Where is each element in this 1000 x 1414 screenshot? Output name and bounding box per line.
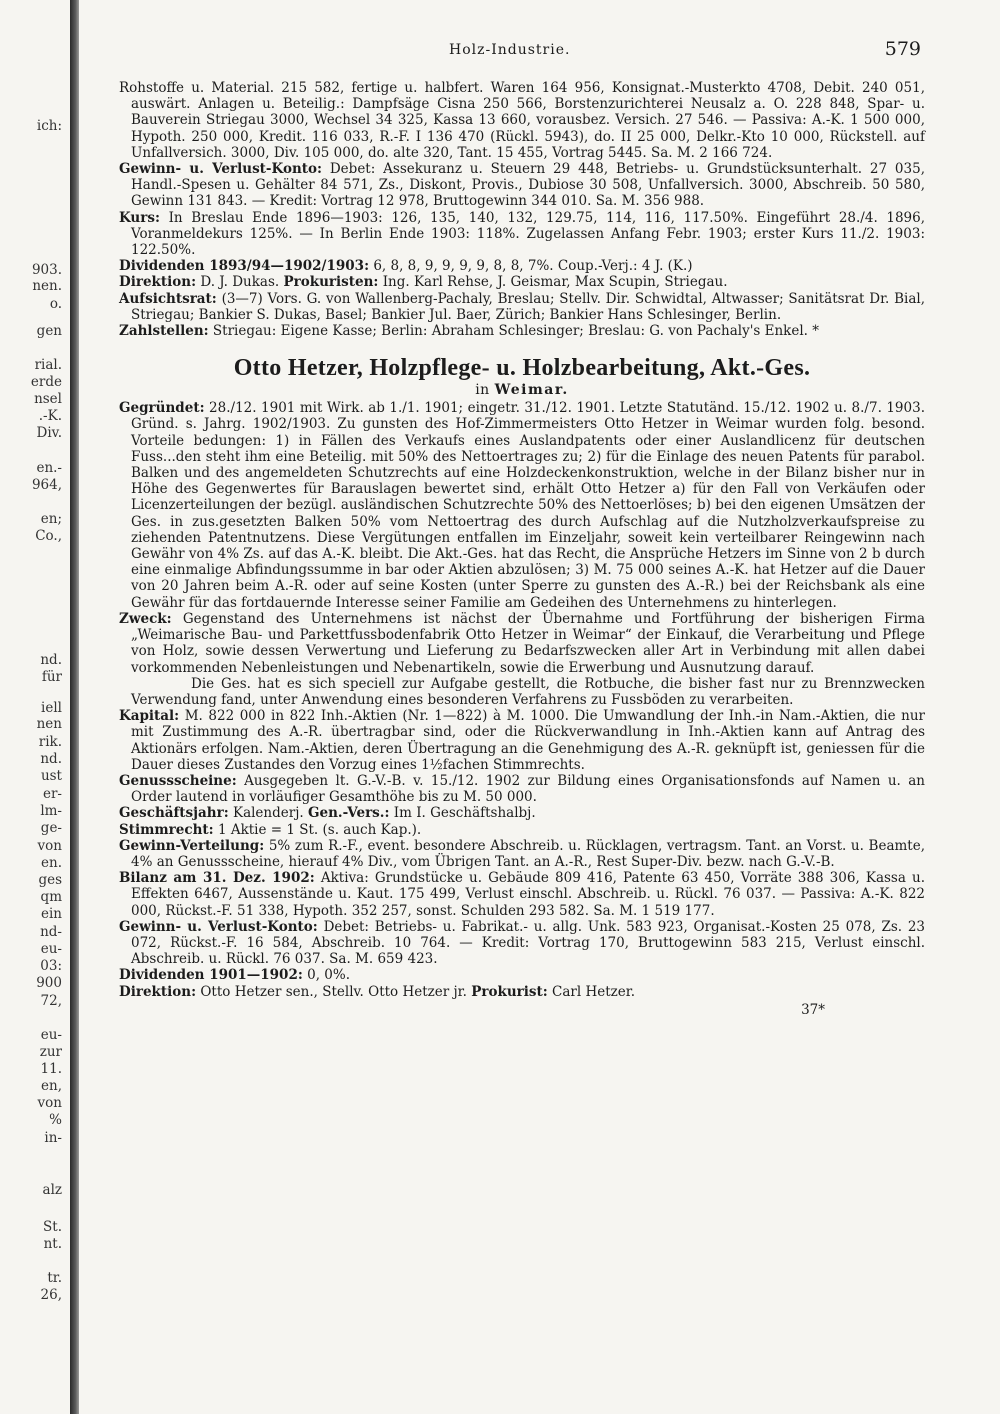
entry-label: Zahlstellen: xyxy=(119,323,209,340)
entry-text: 5% zum R.-F., event. besondere Abschreib. u. Rücklagen, vertragsm. Tant. an Vorst. u. Beamte, 4% an Genussscheine, hierauf 4% Div., vom Übrigen Tant. an A.-R., Rest Super-Div. bezw. nach G.-V.-B. xyxy=(131,837,925,870)
entry-text: 0, 0%. xyxy=(307,967,351,984)
margin-fragment: für xyxy=(41,669,62,685)
margin-fragment: nen. xyxy=(32,278,62,294)
entry-text: (3—7) Vors. G. von Wallenberg-Pachaly, Breslau; Stellv. Dir. Schwidtal, Altwasser; Sanitätsrat Dr. Bial, Striegau; Bankier S. Dukas, Basel; Bankier Jul. Baer, Zürich; Bankier Hans Schlesinger, Berlin. xyxy=(131,290,925,323)
margin-fragment: rial. xyxy=(34,357,62,373)
entry-label: Gewinn-Verteilung: xyxy=(119,837,265,854)
entry-text: Rohstoffe u. Material. 215 582, fertige u. halbfert. Waren 164 956, Konsignat.-Musterkto 4708, Debit. 240 051, auswärt. Anlagen u. Beteilig.: Dampfsäge Cisna 250 566, Borstenzurichterei Neusalz a. O. 228 848, Spar- u. Bauverein Striegau 3000, Wechsel 34 325, Kassa 13 660, vorausbez. Versich. 27 546. — Passiva: A.-K. 1 500 000, Hypoth. 250 000, Kredit. 116 033, R.-F. I 136 470 (Rückl. 5943), do. II 25 000, Delkr.-Kto 10 000, Rückstell. auf Unfallversich. 3000, Div. 105 000, do. alte 320, Tant. 15 455, Vortrag 5445. Sa. M. 2 166 724. xyxy=(119,80,925,161)
book-binding-edge xyxy=(70,0,79,1414)
entry-label: Geschäftsjahr: xyxy=(119,805,229,822)
location-prefix: in xyxy=(475,382,490,399)
margin-fragment: lm- xyxy=(40,803,62,819)
margin-fragment: .-K. xyxy=(38,408,62,424)
entry-text: Aktiva: Grundstücke u. Gebäude 809 416, Patente 63 450, Vorräte 388 306, Kassa u. Effekten 6467, Aussenstände u. Kaut. 175 499, Verlust einschl. Abschreib. u. Rückl. 76 037. — Passiva: A.-K. 822 000, Rückst.-F. 51 338, Hypoth. 352 257, sonst. Schulden 293 582. Sa. M. 1 519 177. xyxy=(131,870,925,919)
geschaeftsjahr-entry xyxy=(119,805,925,822)
margin-fragment: von xyxy=(37,838,62,854)
margin-fragment: St. xyxy=(43,1219,62,1235)
previous-balance-continuation xyxy=(119,80,925,161)
entry-text-secondary: Im I. Geschäftshalbj. xyxy=(393,805,536,822)
margin-fragment: ges xyxy=(38,872,62,888)
facing-page-margin-fragments xyxy=(0,0,66,1414)
margin-fragment: eu- xyxy=(40,941,62,957)
margin-fragment: nen xyxy=(36,716,62,732)
company-title: Otto Hetzer, Holzpflege- u. Holzbearbeitung, Akt.-Ges. xyxy=(233,355,811,382)
entry-text: M. 822 000 in 822 Inh.-Aktien (Nr. 1—822) à M. 1000. Die Umwandlung der Inh.-in Nam.-Aktien, die nur mit Zustimmung des A.-R. übertragbar sind, oder die Rückverwandlung in Inh.-Aktien kann auf Antrag des Aktionärs erfolgen. Nam.-Aktien, deren Übertragung an die Genehmigung des A.-R. geknüpft ist, geniessen für die Dauer dieses Zustandes den Vorzug eines 1½fachen Stimmrechts. xyxy=(131,708,925,773)
margin-fragment: 72, xyxy=(40,993,62,1009)
margin-fragment: iell xyxy=(41,700,62,716)
entry-text: Kalenderj. xyxy=(232,805,304,822)
margin-fragment: in- xyxy=(44,1130,62,1146)
entry-text: Ausgegeben lt. G.-V.-B. v. 15./12. 1902 zur Bildung eines Organisationsfonds auf Namen u. an Order lautend in vorläufiger Gesamthöhe bis zu M. 50 000. xyxy=(131,772,926,806)
entry-label: Genussscheine: xyxy=(119,772,237,789)
bilanz-entry xyxy=(119,870,925,919)
margin-fragment: 26, xyxy=(40,1287,62,1303)
entry-label: Zweck: xyxy=(119,610,172,627)
gewinn-verteilung-entry xyxy=(119,837,925,870)
stimmrecht-entry xyxy=(119,821,925,838)
entry-label: Direktion: xyxy=(119,274,197,291)
margin-fragment: ein xyxy=(40,906,62,922)
running-head-title: Holz-Industrie. xyxy=(449,42,571,58)
entry-text: Debet: Assekuranz u. Steuern 29 448, Betriebs- u. Grundstücksunterhalt. 27 035, Handl.-Spesen u. Gehälter 84 571, Zs., Diskont, Provis., Dubiose 30 508, Unfallversich. 3000, Abschreib. 50 580, Gewinn 131 843. — Kredit: Vortrag 12 978, Bruttogewinn 344 010. Sa. M. 356 988. xyxy=(131,161,925,210)
margin-fragment: Co., xyxy=(35,528,62,544)
entry-label: Direktion: xyxy=(119,983,197,1000)
margin-fragment: er- xyxy=(42,786,62,802)
entry-label: Gewinn- u. Verlust-Konto: xyxy=(119,918,318,935)
margin-fragment: erde xyxy=(30,374,62,390)
entry-text: Debet: Betriebs- u. Fabrikat.- u. allg. Unk. 583 923, Organisat.-Kosten 25 078, Zs. 23 072, Rückst.-F. 16 584, Abschreib. 10 764. — Kredit: Vortrag 170, Bruttogewinn 583 215, Verlust einschl. Abschreib. u. Rückl. 76 037. Sa. M. 659 423. xyxy=(131,918,925,968)
margin-fragment: zur xyxy=(39,1044,62,1060)
margin-fragment: o. xyxy=(49,296,62,312)
page-number: 579 xyxy=(884,38,921,60)
entry-label-secondary: Prokuristen: xyxy=(283,274,379,291)
margin-fragment: % xyxy=(49,1112,62,1128)
dividenden-entry xyxy=(119,967,925,984)
printer-signature: 37* xyxy=(801,1001,825,1018)
entry-text-continued: Die Ges. hat es sich speciell zur Aufgabe gestellt, die Rotbuche, die bisher fast nur zu Brennzwecken Verwendung fand, unter Anwendung eines besonderen Verfahrens zu Fussböden zu verarbeiten. xyxy=(131,675,925,708)
margin-fragment: ust xyxy=(40,768,62,784)
previous-profit-loss-entry xyxy=(119,161,925,210)
entry-label-secondary: Prokurist: xyxy=(471,983,548,1000)
margin-fragment: nd. xyxy=(40,751,62,767)
margin-fragment: 11. xyxy=(40,1061,62,1077)
entry-label: Stimmrecht: xyxy=(119,821,214,838)
entry-text: In Breslau Ende 1896—1903: 126, 135, 140, 132, 129.75, 114, 116, 117.50%. Eingeführt 28./4. 1896, Voranmeldekurs 125%. — In Berlin Ende 1903: 118%. Zugelassen Anfang Febr. 1903; erster Kurs 11./2. 1903: 122.50%. xyxy=(131,209,925,259)
entry-text-secondary: Ing. Karl Rehse, J. Geismar, Max Scupin, Striegau. xyxy=(382,274,728,291)
margin-fragment: nd- xyxy=(40,924,62,940)
entry-label: Dividenden 1893/94—1902/1903: xyxy=(119,258,370,275)
company-location xyxy=(119,382,925,398)
entry-label: Gegründet: xyxy=(119,400,205,417)
margin-fragment: 903. xyxy=(31,262,62,278)
margin-fragment: eu- xyxy=(40,1027,62,1043)
entry-label: Dividenden 1901—1902: xyxy=(119,967,303,984)
entry-text: Striegau: Eigene Kasse; Berlin: Abraham Schlesinger; Breslau: G. von Pachaly's Enkel. * xyxy=(212,323,820,340)
margin-fragment: nsel xyxy=(34,391,62,407)
previous-dividends-entry xyxy=(119,258,925,275)
margin-fragment: von xyxy=(37,1095,62,1111)
location-city: Weimar. xyxy=(494,382,569,399)
gewinn-verlust-konto-entry xyxy=(119,918,925,968)
margin-fragment: en.- xyxy=(36,460,62,476)
entry-text: 1 Aktie = 1 St. (s. auch Kap.). xyxy=(217,821,422,838)
previous-company-section xyxy=(119,80,925,339)
kapital-entry xyxy=(119,708,925,773)
direktion-entry xyxy=(119,983,925,1000)
margin-fragment: Div. xyxy=(36,425,62,441)
margin-fragment: nd. xyxy=(40,652,62,668)
entry-text: 28./12. 1901 mit Wirk. ab 1./1. 1901; eingetr. 31./12. 1901. Letzte Statutänd. 15./12. 1902 u. 8./7. 1903. Gründ. s. Jahrg. 1902/1903. Zu gunsten des Hof-Zimmermeisters Otto Hetzer in Weimar wurden folg. besond. Vorteile bedungen: 1) in Fällen des Verkaufs eines Auslandpatents oder einer Auslandlicenz für deutschen Fuss...den steht ihm eine Beteilig. mit 50% des Nettoertrages zu; 2) für die Einlage des neuen Patents für parabol. Balken und des angemeldeten Schutzrechts auf eine Holzdeckenkonstruktion, welche in der Bilanz bisher nur in Höhe des Gegenwertes für Barauslagen bewertet sind, erhält Otto Hetzer a) für den Fall von Verkäufen oder Licenzerteilungen der bezügl. ausländischen Schutzrechte 50% des Nettoerlöses; b) bei den eigenen Umsätzen der Ges. in zus.gesetzten Balken 50% vom Nettoertrag des durch Aufschlag auf die Nutzholzverkaufspreise zu ziehenden Patentnutzens. Diese Vergütungen entfallen im Einzeljahr, soweit kein verteilbarer Reingewinn nach Gewähr von 4% Zs. auf das A.-K. bleibt. Die Akt.-Ges. hat das Recht, die Ansprüche Hetzers im Sinne von 2 b durch eine einmalige Abfindungssumme in bar oder Aktien abzulösen; 3) M. 75 000 seines A.-K. hat Hetzer auf die Dauer von 20 Jahren beim A.-R. oder auf seine Kosten (unter Sperre zu gunsten des A.-R.) bei der Reichsbank als eine Gewähr für das fortdauernde Interesse seiner Familie am Gedeihen des Unternehmens zu hinterlegen. xyxy=(131,400,925,611)
margin-fragment: 900 xyxy=(36,975,62,991)
entry-text: 6, 8, 8, 9, 9, 9, 9, 8, 8, 7%. Coup.-Verj.: 4 J. (K.) xyxy=(373,258,693,275)
company-section xyxy=(119,400,925,1000)
entry-label-secondary: Gen.-Vers.: xyxy=(307,805,390,822)
running-head xyxy=(119,38,925,66)
gegruendet-entry xyxy=(119,400,925,611)
entry-text: Otto Hetzer sen., Stellv. Otto Hetzer jr. xyxy=(200,983,467,1000)
margin-fragment: alz xyxy=(42,1182,62,1198)
margin-fragment: en, xyxy=(41,1078,62,1094)
margin-fragment: ich: xyxy=(36,118,62,134)
entry-label: Kurs: xyxy=(119,209,160,226)
margin-fragment: gen xyxy=(36,323,62,339)
page-content xyxy=(119,38,925,1018)
entry-text-secondary: Carl Hetzer. xyxy=(552,983,636,1000)
entry-label: Kapital: xyxy=(119,708,180,725)
margin-fragment: tr. xyxy=(47,1270,62,1286)
margin-fragment: ge- xyxy=(40,820,62,836)
entry-text: Gegenstand des Unternehmens ist nächst der Übernahme und Fortführung der bisherigen Firma „Weimarische Bau- und Parkettfussbodenfabrik Otto Hetzer in Weimar“ der Einkauf, die Verarbeitung und Pflege von Holz, sowie dessen Verwertung und Lieferung zu Bedarfszwecken aller Art in Verbindung mit allen dabei vorkommenden Nebenleistungen und Nebenartikeln, sowie die Erwerbung und Ausnutzung darauf. xyxy=(131,610,925,676)
previous-zahlstellen-entry xyxy=(119,323,925,340)
zweck-entry xyxy=(119,610,925,708)
margin-fragment: qm xyxy=(40,889,62,905)
margin-fragment: 964, xyxy=(31,477,62,493)
entry-label: Aufsichtsrat: xyxy=(119,290,217,307)
margin-fragment: nt. xyxy=(43,1236,62,1252)
entry-label: Bilanz am 31. Dez. 1902: xyxy=(119,870,315,887)
previous-aufsichtsrat-entry xyxy=(119,290,925,323)
margin-fragment: en; xyxy=(40,511,62,527)
margin-fragment: rik. xyxy=(38,734,62,750)
margin-fragment: 03: xyxy=(40,958,62,974)
previous-kurs-entry xyxy=(119,209,925,259)
entry-text: D. J. Dukas. xyxy=(200,274,280,291)
genussscheine-entry xyxy=(119,772,926,806)
margin-fragment: en. xyxy=(41,855,62,871)
entry-label: Gewinn- u. Verlust-Konto: xyxy=(119,161,322,178)
previous-direktion-entry xyxy=(119,274,925,291)
